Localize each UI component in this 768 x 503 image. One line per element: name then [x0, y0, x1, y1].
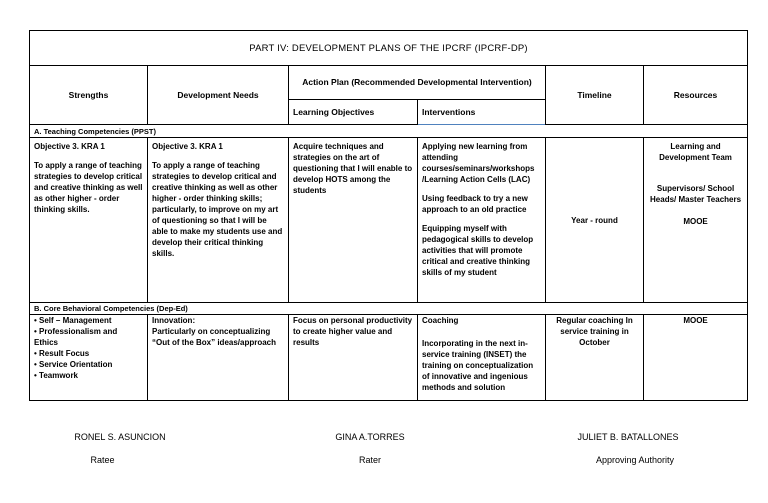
section-b-timeline: Regular coaching In service training in October — [546, 315, 644, 401]
section-b-interventions-2: Incorporating in the next in-service training (INSET) the training on conceptualization of innovative and ingenious methods and solution — [422, 339, 534, 392]
section-a-strengths-title: Objective 3. KRA 1 — [34, 142, 105, 151]
signature-approver-role: Approving Authority — [595, 455, 675, 465]
header-interventions: Interventions — [418, 100, 546, 125]
list-item: • Professionalism and Ethics — [34, 327, 118, 347]
section-b-needs-title: Innovation: — [152, 316, 196, 325]
list-item: • Result Focus — [34, 349, 90, 358]
section-a-interventions-2: Using feedback to try a new approach to an old practice — [422, 194, 528, 214]
section-a-learning-objectives — [289, 138, 418, 303]
section-a-interventions — [418, 138, 546, 303]
section-b-label: B. Core Behavioral Competencies (Dep-Ed) — [30, 303, 748, 315]
section-a-needs-text: To apply a range of teaching strategies to develop critical and creative thinking as well as other higher - order thinking skills; particularly, to improve on my art of questioning so that I will be able to make my students use and develop their critical thinking skills. — [152, 161, 283, 258]
header-timeline: Timeline — [546, 66, 644, 125]
list-item: • Service Orientation — [34, 360, 113, 369]
header-strengths: Strengths — [30, 66, 148, 125]
section-a-interventions-1: Applying new learning from attending courses/seminars/workshops /Learning Action Cells (LAC) — [422, 142, 535, 184]
header-development-needs: Development Needs — [148, 66, 289, 125]
list-item: • Self – Management — [34, 316, 112, 325]
section-a-needs-title: Objective 3. KRA 1 — [152, 142, 223, 151]
page-title: PART IV: DEVELOPMENT PLANS OF THE IPCRF (IPCRF-DP) — [30, 31, 748, 66]
section-a-strengths — [30, 138, 148, 303]
section-b-resources: MOOE — [644, 315, 748, 401]
list-item: • Teamwork — [34, 371, 78, 380]
section-b-interventions-1: Coaching — [422, 316, 459, 325]
signature-rater-role: Rater — [358, 455, 381, 465]
section-b-learning-objectives-text: Focus on personal productivity to create higher value and results — [293, 316, 413, 347]
section-a-resources-3: MOOE — [683, 217, 708, 226]
signature-ratee-name: RONEL S. ASUNCION — [74, 432, 166, 442]
section-b-strengths — [30, 315, 148, 401]
section-a-timeline: Year - round — [546, 138, 644, 303]
section-b-needs-text: Particularly on conceptualizing “Out of the Box” ideas/approach — [152, 327, 277, 347]
signature-ratee-role: Ratee — [90, 455, 115, 465]
header-learning-objectives: Learning Objectives — [289, 100, 418, 125]
section-b-learning-objectives — [289, 315, 418, 401]
section-a-resources — [644, 138, 748, 303]
development-plan-table — [29, 30, 748, 401]
section-a-learning-objectives-text: Acquire techniques and strategies on the art of questioning that I will enable to develop HOTS among the students — [293, 142, 413, 195]
header-action-plan: Action Plan (Recommended Developmental Intervention) — [289, 66, 546, 100]
section-a-needs — [148, 138, 289, 303]
section-a-resources-1: Learning and Development Team — [659, 142, 732, 162]
header-resources: Resources — [644, 66, 748, 125]
section-b-interventions — [418, 315, 546, 401]
section-a-label: A. Teaching Competencies (PPST) — [30, 125, 748, 138]
signature-rater-name: GINA A.TORRES — [335, 432, 405, 442]
section-a-resources-2: Supervisors/ School Heads/ Master Teachers — [650, 184, 742, 204]
signature-approver-name: JULIET B. BATALLONES — [577, 432, 679, 442]
section-a-strengths-text: To apply a range of teaching strategies to develop critical and creative thinking as well as other higher - order thinking skills. — [34, 161, 143, 214]
section-a-interventions-3: Equipping myself with pedagogical skills to develop activities that will promote critical and creative thinking skills of my student — [422, 224, 534, 277]
section-b-needs — [148, 315, 289, 401]
